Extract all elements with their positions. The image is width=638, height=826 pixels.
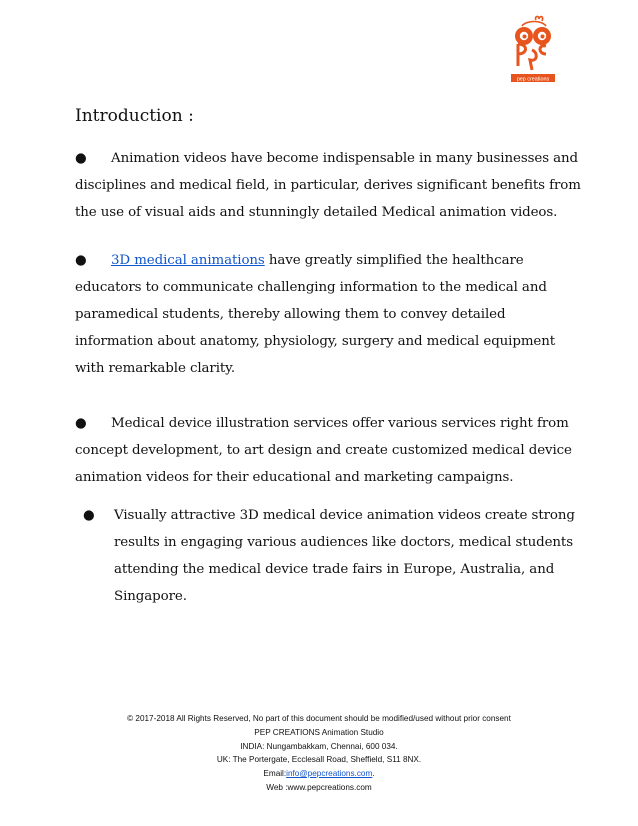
3d-medical-animations-link[interactable]: 3D medical animations [111, 253, 265, 268]
paragraph-line: results in engaging various audiences like doctors, medical students [114, 535, 573, 550]
footer-email-link[interactable]: info@pepcreations.com [286, 769, 373, 779]
footer-copyright: © 2017-2018 All Rights Reserved, No part of this document should be modified/used without prior consent [127, 714, 511, 723]
footer-email-line [0, 767, 638, 781]
paragraph-line: attending the medical device trade fairs in Europe, Australia, and [114, 562, 555, 577]
paragraph-line: educators to communicate challenging information to the medical and [75, 280, 547, 295]
bullet-paragraph-1 [75, 145, 581, 226]
paragraph-line: concept development, to art design and create customized medical device [75, 443, 572, 458]
paragraph-line: have greatly simplified the healthcare [264, 253, 524, 268]
bullet-icon: ● [83, 508, 95, 523]
paragraph-line: Visually attractive 3D medical device animation videos create strong [114, 508, 575, 523]
paragraph-line: Animation videos have become indispensable in many businesses and [111, 151, 578, 166]
footer-email-suffix: . [372, 769, 375, 779]
bullet-icon: ● [75, 416, 87, 431]
sub-bullet-paragraph [80, 502, 575, 610]
bullet-icon: ● [75, 253, 87, 268]
pep-creations-logo [508, 14, 558, 86]
footer-studio: PEP CREATIONS Animation Studio [254, 727, 384, 737]
paragraph-line: paramedical students, thereby allowing them to convey detailed [75, 307, 506, 322]
paragraph-line: Medical device illustration services offer various services right from [111, 416, 569, 431]
footer-email-label: Email: [263, 769, 287, 779]
footer-india-address: INDIA: Nungambakkam, Chennai, 600 034. [240, 741, 398, 751]
logo-mark-icon [508, 14, 558, 86]
footer-uk-address: UK: The Portergate, Ecclesall Road, Sheffield, S11 8NX. [216, 755, 422, 765]
bullet-paragraph-2 [75, 247, 575, 382]
paragraph-line: disciplines and medical field, in particular, derives significant benefits from [75, 178, 581, 193]
page-footer [0, 712, 638, 795]
svg-text:pep creations: pep creations [516, 76, 550, 83]
paragraph-line: animation videos for their educational and marketing campaigns. [75, 470, 514, 485]
page-heading: Introduction : [75, 106, 194, 126]
paragraph-line: the use of visual aids and stunningly detailed Medical animation videos. [75, 205, 558, 220]
paragraph-line: Singapore. [114, 589, 187, 604]
paragraph-line: information about anatomy, physiology, surgery and medical equipment [75, 334, 556, 349]
paragraph-line: with remarkable clarity. [75, 361, 236, 376]
bullet-icon: ● [75, 151, 87, 166]
footer-web: Web :www.pepcreations.com [266, 782, 372, 792]
bullet-paragraph-3 [75, 410, 575, 491]
